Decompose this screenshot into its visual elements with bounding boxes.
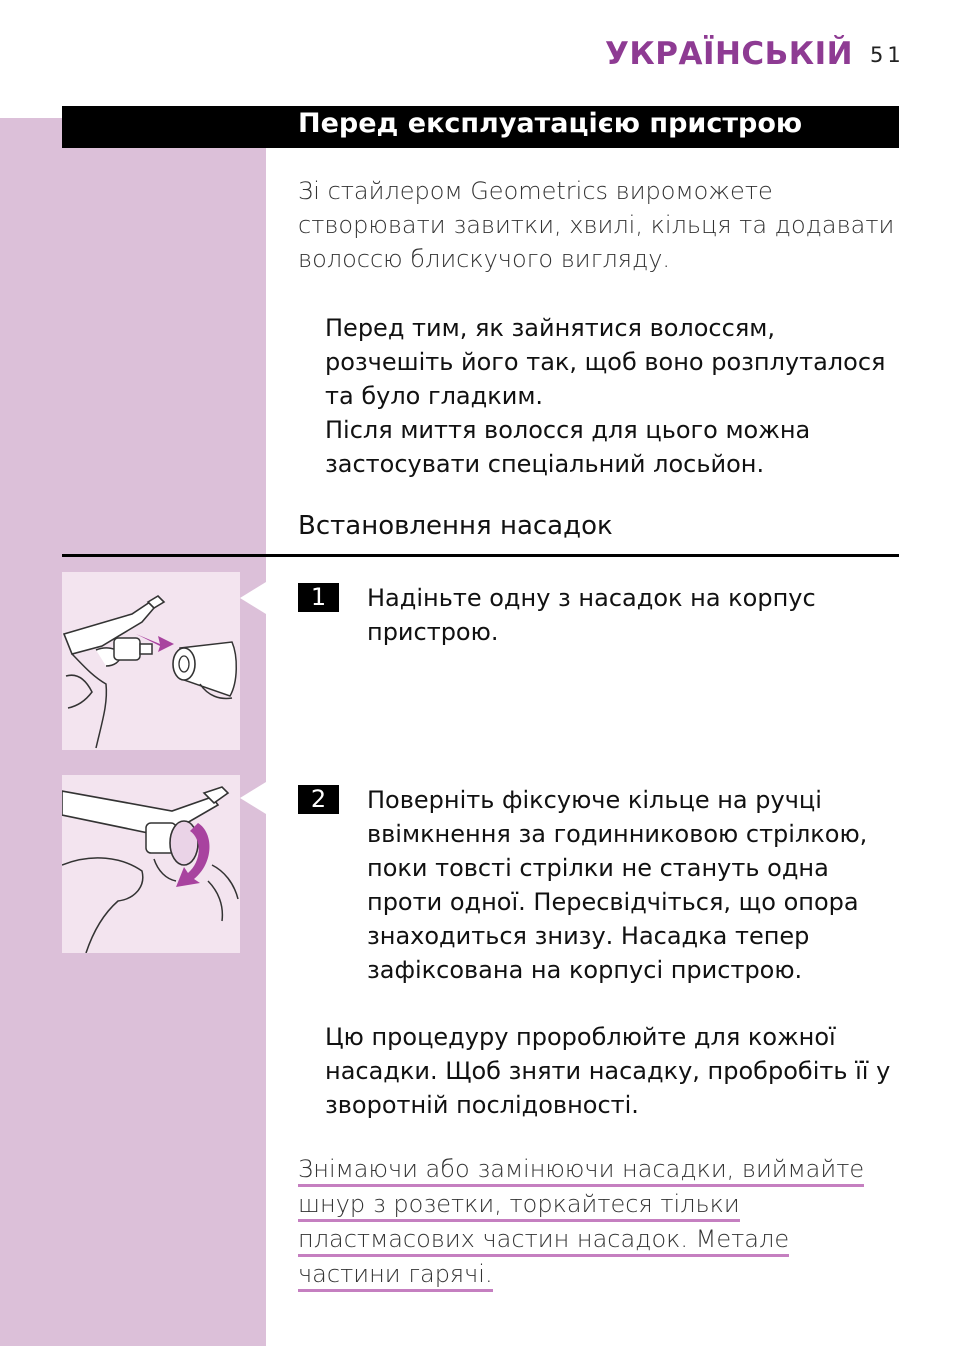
intro-line: волоссю блискучого вигляду. xyxy=(298,245,671,273)
attach-nozzle-illustration xyxy=(62,572,240,750)
subsection-title: Встановлення насадок xyxy=(298,511,613,541)
warning-line: частини гарячі. xyxy=(298,1259,493,1292)
preparation-line: та було гладким. xyxy=(325,382,544,410)
step-line: Поверніть фіксуюче кільце на ручці xyxy=(367,786,822,814)
illustration-pointer xyxy=(240,582,266,614)
step-1-text xyxy=(367,581,897,649)
preparation-line: розчешіть його так, щоб воно розплуталося xyxy=(325,348,886,376)
step-2-text xyxy=(367,783,897,987)
section-divider xyxy=(62,554,899,557)
illustration-pointer xyxy=(240,782,266,814)
repeat-line: Цю процедуру пророблюйте для кожної xyxy=(325,1023,836,1051)
warning-line: Знімаючи або замінюючи насадки, виймайте xyxy=(298,1154,864,1187)
step-line: зафіксована на корпусі пристрою. xyxy=(367,956,803,984)
preparation-line: Перед тим, як зайнятися волоссям, xyxy=(325,314,775,342)
intro-paragraph xyxy=(298,174,898,276)
step-line: пристрою. xyxy=(367,618,499,646)
warning-paragraph xyxy=(298,1152,868,1292)
step-number-badge: 2 xyxy=(298,785,339,814)
repeat-procedure-paragraph xyxy=(325,1020,897,1122)
step-line: поки товсті стрілки не стануть одна xyxy=(367,854,829,882)
warning-line: шнур з розетки, торкайтеся тільки xyxy=(298,1189,740,1222)
intro-line: створювати завитки, хвилі, кільця та додавати xyxy=(298,211,895,239)
page-number: 51 xyxy=(870,43,905,67)
step-line: Надіньте одну з насадок на корпус xyxy=(367,584,816,612)
section-header-bar xyxy=(62,106,899,148)
rotate-ring-illustration xyxy=(62,775,240,953)
warning-line: пластмасових частин насадок. Метале xyxy=(298,1224,789,1257)
preparation-line: застосувати спеціальний лосьйон. xyxy=(325,450,765,478)
step-number-badge: 1 xyxy=(298,583,339,612)
preparation-line: Після миття волосся для цього можна xyxy=(325,416,811,444)
step-line: ввімкнення за годинниковою стрілкою, xyxy=(367,820,868,848)
section-title: Перед експлуатацією пристрою xyxy=(298,108,803,139)
step-line: знаходиться знизу. Насадка тепер xyxy=(367,922,810,950)
step-line: проти одної. Пересвідчіться, що опора xyxy=(367,888,859,916)
preparation-paragraph xyxy=(325,311,900,481)
repeat-line: насадки. Щоб зняти насадку, пробробіть її у xyxy=(325,1057,891,1085)
intro-line: Зі стайлером Geometrics вироможете xyxy=(298,177,773,205)
repeat-line: зворотній послідовності. xyxy=(325,1091,639,1119)
language-title: УКРАЇНСЬКІЙ xyxy=(605,36,854,72)
